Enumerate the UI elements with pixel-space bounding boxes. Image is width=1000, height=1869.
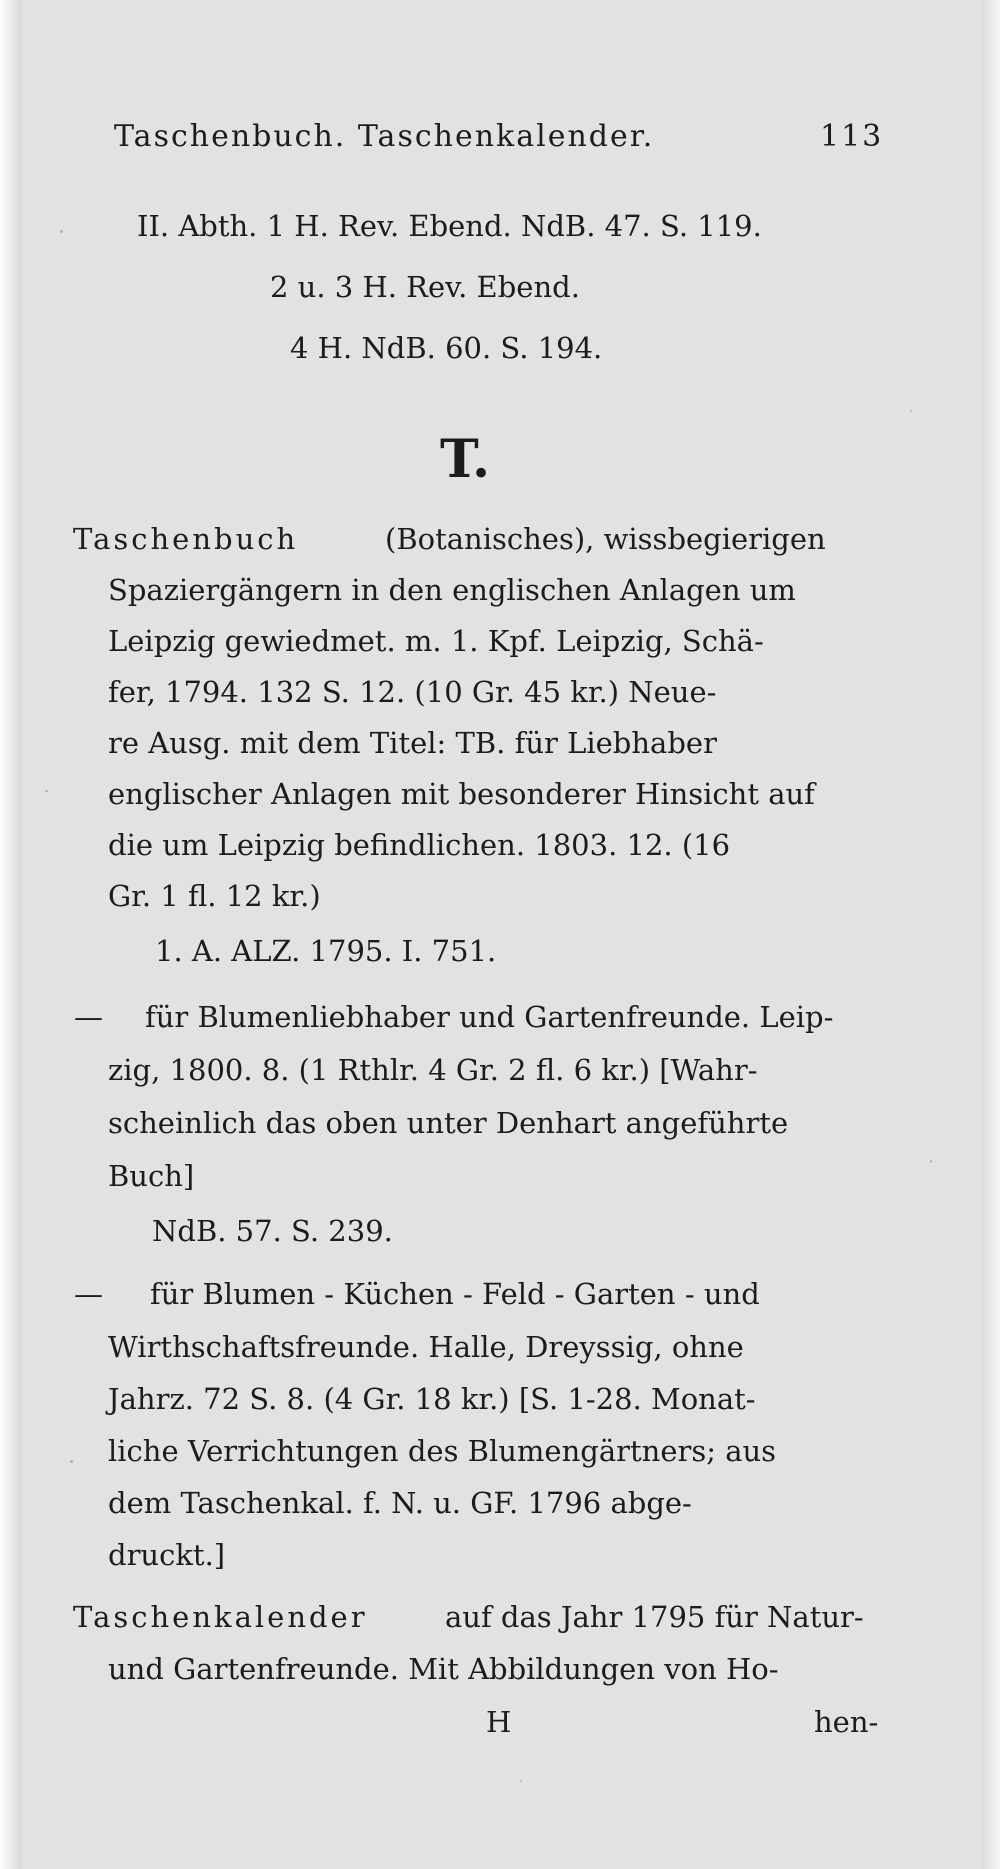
entry-dash: —: [74, 1277, 103, 1311]
entry-line: re Ausg. mit dem Titel: TB. für Liebhaber: [108, 726, 717, 760]
entry-line: Buch]: [108, 1159, 195, 1193]
reference-line: 4 H. NdB. 60. S. 194.: [290, 331, 603, 365]
page-right-edge: [982, 0, 1000, 1869]
paper-speck: [45, 790, 48, 792]
page-left-edge: [0, 0, 22, 1869]
running-title: Taschenbuch. Taschenkalender.: [114, 119, 655, 154]
paper-speck: [910, 410, 912, 412]
entry-line: auf das Jahr 1795 für Natur-: [445, 1600, 864, 1634]
entry-line: Wirthschaftsfreunde. Halle, Dreyssig, ohne: [108, 1330, 744, 1364]
entry-line: dem Taschenkal. f. N. u. GF. 1796 abge-: [108, 1486, 692, 1520]
catchword: hen-: [814, 1705, 879, 1739]
section-letter: T.: [440, 429, 491, 490]
paper-speck: [930, 1160, 932, 1163]
entry-line: fer, 1794. 132 S. 12. (10 Gr. 45 kr.) Neue-: [108, 675, 717, 709]
signature-mark: H: [486, 1705, 512, 1739]
page-number: 113: [820, 119, 884, 154]
entry-line: die um Leipzig befindlichen. 1803. 12. (16: [108, 828, 731, 862]
entry-dash: —: [74, 1000, 103, 1034]
entry-line: (Botanisches), wissbegierigen: [385, 522, 826, 556]
entry-line: und Gartenfreunde. Mit Abbildungen von Ho-: [108, 1652, 779, 1686]
entry-line: für Blumenliebhaber und Gartenfreunde. Leip-: [145, 1000, 834, 1034]
entry-line: zig, 1800. 8. (1 Rthlr. 4 Gr. 2 fl. 6 kr.) [Wahr-: [108, 1053, 758, 1087]
entry-line: für Blumen - Küchen - Feld - Garten - und: [150, 1277, 760, 1311]
entry-line: scheinlich das oben unter Denhart angeführte: [108, 1106, 789, 1140]
paper-speck: [60, 230, 63, 233]
entry-line: englischer Anlagen mit besonderer Hinsicht auf: [108, 777, 815, 811]
entry-reference: 1. A. ALZ. 1795. I. 751.: [155, 934, 497, 968]
entry-line: Jahrz. 72 S. 8. (4 Gr. 18 kr.) [S. 1-28. Monat-: [108, 1382, 756, 1416]
entry-line: Spaziergängern in den englischen Anlagen um: [108, 573, 796, 607]
reference-line: II. Abth. 1 H. Rev. Ebend. NdB. 47. S. 119.: [137, 209, 762, 243]
entry-lead-word: Taschenkalender: [73, 1600, 368, 1634]
paper-speck: [520, 1780, 522, 1782]
paper-speck: [70, 1460, 73, 1463]
entry-line: druckt.]: [108, 1538, 226, 1572]
entry-lead-word: Taschenbuch: [73, 522, 299, 556]
entry-line: Gr. 1 fl. 12 kr.): [108, 879, 321, 913]
entry-line: Leipzig gewiedmet. m. 1. Kpf. Leipzig, Schä-: [108, 624, 764, 658]
reference-line: 2 u. 3 H. Rev. Ebend.: [270, 270, 580, 304]
entry-reference: NdB. 57. S. 239.: [152, 1214, 393, 1248]
entry-line: liche Verrichtungen des Blumengärtners; aus: [108, 1434, 777, 1468]
